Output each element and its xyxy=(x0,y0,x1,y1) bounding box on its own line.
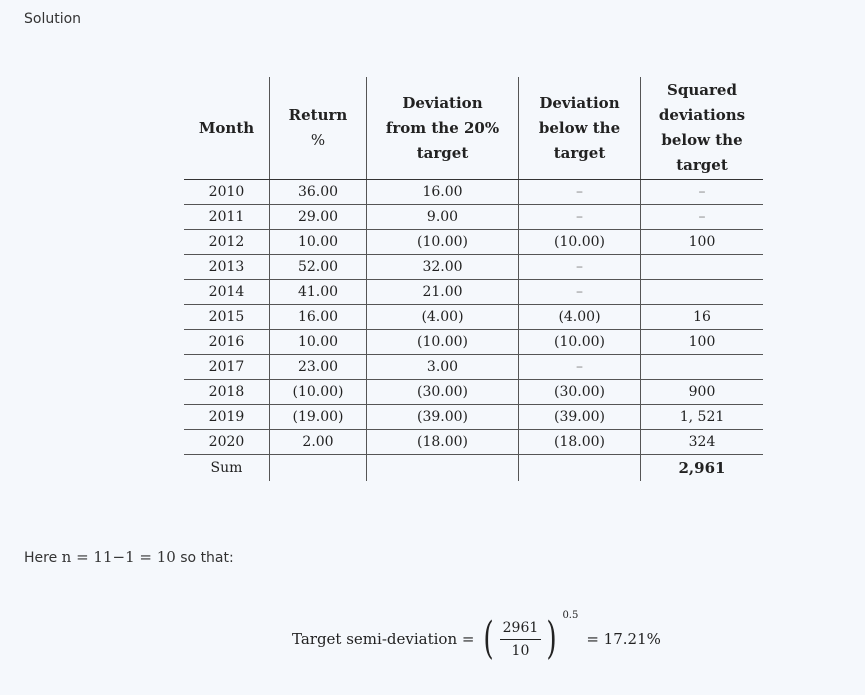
return-cell: 36.00 xyxy=(270,180,367,205)
deviation-below-cell: (10.00) xyxy=(519,330,641,355)
header-deviation xyxy=(367,77,519,180)
deviation-cell: (10.00) xyxy=(367,330,519,355)
deviation-cell: (4.00) xyxy=(367,305,519,330)
squared-deviation-cell: 100 xyxy=(641,330,764,355)
month-cell: 2012 xyxy=(184,230,270,255)
fraction-numerator: 2961 xyxy=(500,620,542,640)
squared-deviation-cell xyxy=(641,355,764,380)
table-row xyxy=(184,380,763,405)
sum-value: 2,961 xyxy=(641,455,764,482)
deviation-below-cell: (10.00) xyxy=(519,230,641,255)
squared-deviation-cell xyxy=(641,255,764,280)
note-after: so that: xyxy=(175,550,234,566)
return-cell: (19.00) xyxy=(270,405,367,430)
squared-deviation-cell: – xyxy=(641,180,764,205)
exponent: 0.5 xyxy=(562,610,579,621)
return-cell: 41.00 xyxy=(270,280,367,305)
header-line: Deviation xyxy=(539,93,620,112)
squared-deviation-cell: 900 xyxy=(641,380,764,405)
fraction xyxy=(500,620,542,659)
table-row xyxy=(184,255,763,280)
table-row xyxy=(184,230,763,255)
deviation-below-cell: (4.00) xyxy=(519,305,641,330)
deviation-cell: (39.00) xyxy=(367,405,519,430)
table-row xyxy=(184,430,763,455)
note-math: n = 11−1 = 10 xyxy=(61,548,176,566)
header-line: deviations xyxy=(658,106,746,124)
table-row xyxy=(184,405,763,430)
deviation-cell: 21.00 xyxy=(367,280,519,305)
right-paren: ) xyxy=(546,613,558,664)
deviation-cell: 16.00 xyxy=(367,180,519,205)
return-cell: 52.00 xyxy=(270,255,367,280)
squared-deviation-cell: 1, 521 xyxy=(641,405,764,430)
month-cell: 2016 xyxy=(184,330,270,355)
return-cell: (10.00) xyxy=(270,380,367,405)
month-cell: 2019 xyxy=(184,405,270,430)
deviation-cell: (10.00) xyxy=(367,230,519,255)
header-squared-deviations xyxy=(641,77,764,180)
table-row xyxy=(184,305,763,330)
deviation-below-cell: – xyxy=(519,205,641,230)
header-line: Return xyxy=(288,106,348,124)
table-cell xyxy=(367,455,519,482)
deviation-cell: 32.00 xyxy=(367,255,519,280)
fraction-denominator: 10 xyxy=(511,642,530,659)
header-line: target xyxy=(553,143,606,162)
sum-label: Sum xyxy=(210,460,243,476)
squared-deviation-cell: 16 xyxy=(641,305,764,330)
solution-heading: Solution xyxy=(24,11,82,27)
note-text xyxy=(24,548,234,566)
return-cell: 23.00 xyxy=(270,355,367,380)
header-line: target xyxy=(676,156,728,174)
deviation-below-cell: (39.00) xyxy=(519,405,641,430)
sum-row xyxy=(184,455,763,482)
deviation-cell: (18.00) xyxy=(367,430,519,455)
deviation-below-cell: – xyxy=(519,355,641,380)
header-line: % xyxy=(310,131,326,149)
header-month: Month xyxy=(184,77,270,180)
squared-deviation-cell: 100 xyxy=(641,230,764,255)
table-header-row xyxy=(184,77,763,180)
semi-deviation-formula xyxy=(292,610,661,668)
return-cell: 2.00 xyxy=(270,430,367,455)
month-cell: 2018 xyxy=(184,380,270,405)
left-paren: ( xyxy=(483,613,495,664)
table-row xyxy=(184,330,763,355)
month-cell: 2015 xyxy=(184,305,270,330)
header-deviation-below xyxy=(519,77,641,180)
header-line: Squared xyxy=(667,81,737,99)
squared-deviation-cell: – xyxy=(641,205,764,230)
table-row xyxy=(184,180,763,205)
deviation-cell: (30.00) xyxy=(367,380,519,405)
squared-deviation-cell: 324 xyxy=(641,430,764,455)
table-row xyxy=(184,205,763,230)
month-cell: 2011 xyxy=(184,205,270,230)
return-cell: 16.00 xyxy=(270,305,367,330)
deviation-below-cell: (30.00) xyxy=(519,380,641,405)
month-cell: 2013 xyxy=(184,255,270,280)
return-cell: 10.00 xyxy=(270,330,367,355)
table-cell xyxy=(519,455,641,482)
table-row xyxy=(184,280,763,305)
return-cell: 10.00 xyxy=(270,230,367,255)
return-cell: 29.00 xyxy=(270,205,367,230)
deviation-below-cell: – xyxy=(519,280,641,305)
month-cell: 2020 xyxy=(184,430,270,455)
deviation-below-cell: – xyxy=(519,255,641,280)
month-cell: 2014 xyxy=(184,280,270,305)
header-return xyxy=(270,77,367,180)
deviation-below-cell: (18.00) xyxy=(519,430,641,455)
table-cell xyxy=(270,455,367,482)
deviation-cell: 9.00 xyxy=(367,205,519,230)
header-line: from the 20% xyxy=(385,118,500,137)
deviation-table xyxy=(184,77,763,481)
table-row xyxy=(184,355,763,380)
formula-label: Target semi-deviation = xyxy=(292,630,475,648)
header-line: below the xyxy=(661,131,743,149)
month-cell: 2010 xyxy=(184,180,270,205)
note-before: Here xyxy=(24,550,62,566)
header-line: Deviation xyxy=(402,93,483,112)
month-cell: 2017 xyxy=(184,355,270,380)
formula-result: = 17.21% xyxy=(586,630,661,648)
header-line: below the xyxy=(538,118,621,137)
deviation-cell: 3.00 xyxy=(367,355,519,380)
deviation-below-cell: – xyxy=(519,180,641,205)
header-line: target xyxy=(416,143,469,162)
squared-deviation-cell xyxy=(641,280,764,305)
